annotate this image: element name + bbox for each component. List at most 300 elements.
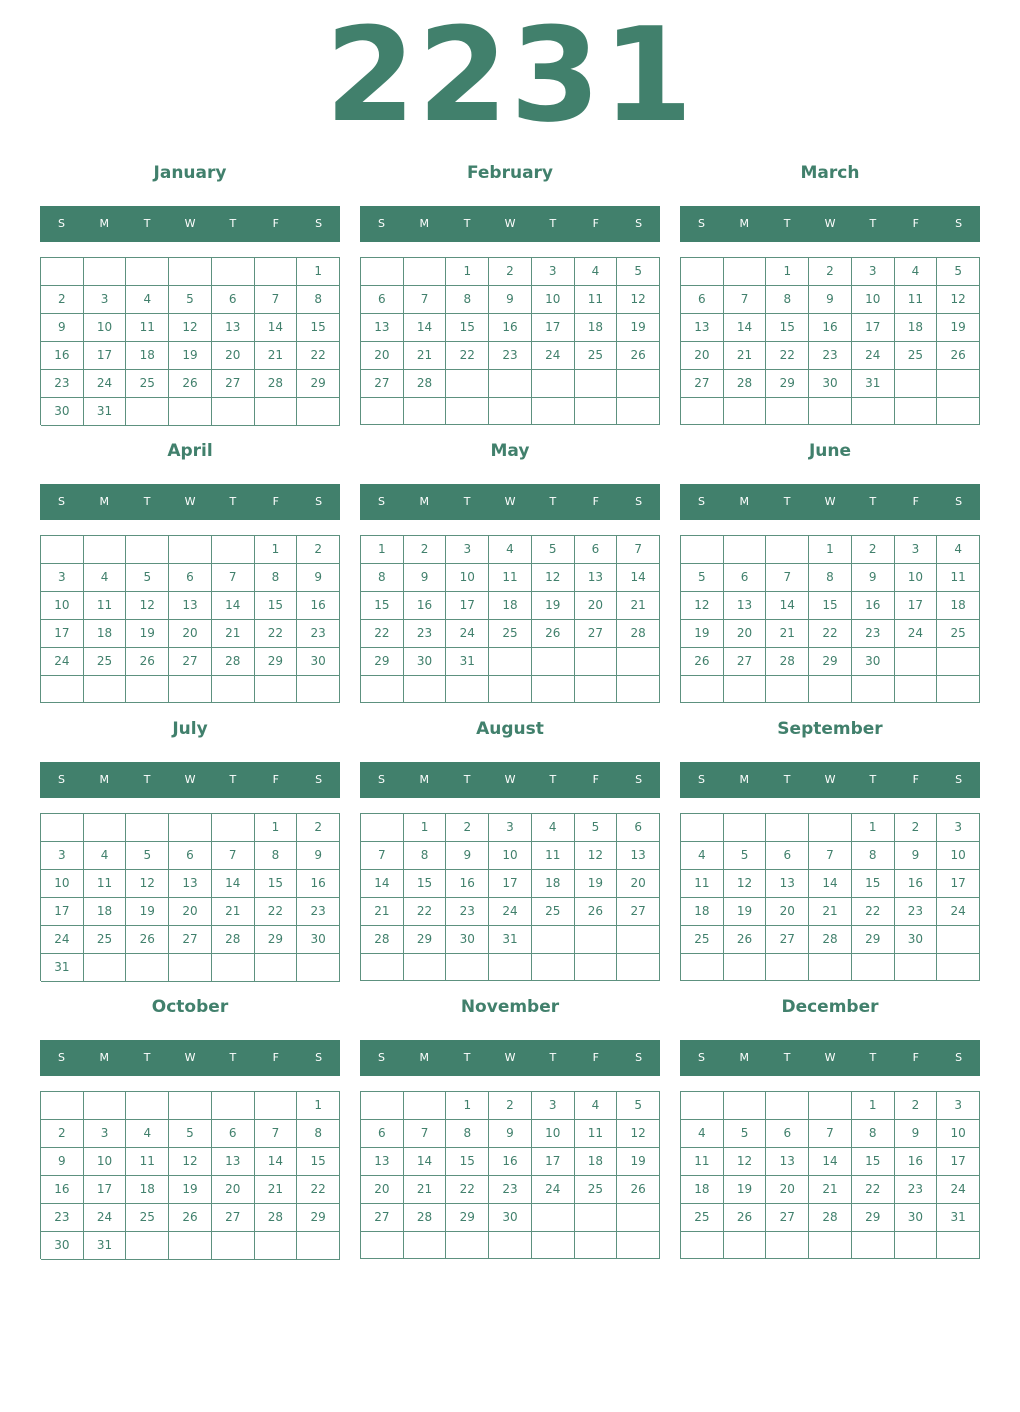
- weekday-label: W: [504, 217, 516, 230]
- weekday-label: S: [57, 495, 65, 508]
- empty-day-cell: [532, 1232, 575, 1259]
- empty-day-cell: [681, 1232, 724, 1259]
- day-cell: 31: [489, 926, 532, 954]
- day-cell: 18: [126, 342, 169, 370]
- day-cell: 6: [169, 842, 212, 870]
- day-cell: 29: [297, 1204, 340, 1232]
- weekday-header: [40, 1040, 340, 1076]
- empty-day-cell: [489, 1232, 532, 1259]
- day-cell: 26: [724, 926, 767, 954]
- day-cell: 24: [489, 898, 532, 926]
- weekday-label: T: [229, 1051, 237, 1064]
- empty-day-cell: [169, 676, 212, 703]
- weekday-label: S: [315, 1051, 323, 1064]
- day-cell: 20: [212, 1176, 255, 1204]
- weekday-label: S: [635, 495, 643, 508]
- month-title: May: [490, 441, 530, 461]
- day-cell: 16: [809, 314, 852, 342]
- weekday-label: T: [783, 773, 791, 786]
- day-cell: 3: [852, 258, 895, 286]
- day-cell: 5: [681, 564, 724, 592]
- weekday-label: T: [229, 495, 237, 508]
- day-cell: 3: [84, 1120, 127, 1148]
- weekday-header: [360, 206, 660, 242]
- empty-day-cell: [84, 954, 127, 982]
- day-cell: 19: [617, 1148, 660, 1176]
- day-cell: 10: [84, 314, 127, 342]
- day-cell: 22: [255, 620, 298, 648]
- days-grid: [360, 535, 660, 703]
- day-cell: 20: [617, 870, 660, 898]
- day-cell: 26: [937, 342, 980, 370]
- empty-day-cell: [532, 370, 575, 398]
- empty-day-cell: [255, 258, 298, 286]
- day-cell: 10: [852, 286, 895, 314]
- empty-day-cell: [724, 814, 767, 842]
- day-cell: 31: [937, 1204, 980, 1232]
- weekday-label: S: [57, 1051, 65, 1064]
- day-cell: 23: [895, 898, 938, 926]
- day-cell: 16: [404, 592, 447, 620]
- day-cell: 5: [617, 258, 660, 286]
- day-cell: 17: [532, 314, 575, 342]
- empty-day-cell: [126, 1232, 169, 1260]
- weekday-label: S: [635, 217, 643, 230]
- day-cell: 1: [446, 258, 489, 286]
- day-cell: 3: [489, 814, 532, 842]
- empty-day-cell: [404, 676, 447, 703]
- day-cell: 12: [617, 286, 660, 314]
- day-cell: 19: [169, 342, 212, 370]
- day-cell: 10: [446, 564, 489, 592]
- empty-day-cell: [724, 536, 767, 564]
- day-cell: 11: [84, 870, 127, 898]
- empty-day-cell: [681, 954, 724, 981]
- day-cell: 19: [724, 1176, 767, 1204]
- weekday-label: S: [955, 1051, 963, 1064]
- weekday-label: T: [143, 773, 151, 786]
- day-cell: 6: [681, 286, 724, 314]
- day-cell: 3: [84, 286, 127, 314]
- empty-day-cell: [255, 398, 298, 426]
- day-cell: 18: [84, 898, 127, 926]
- empty-day-cell: [617, 648, 660, 676]
- day-cell: 4: [681, 842, 724, 870]
- day-cell: 23: [446, 898, 489, 926]
- day-cell: 20: [681, 342, 724, 370]
- weekday-label: T: [463, 773, 471, 786]
- weekday-label: S: [377, 773, 385, 786]
- day-cell: 26: [617, 342, 660, 370]
- empty-day-cell: [532, 1204, 575, 1232]
- day-cell: 12: [169, 314, 212, 342]
- day-cell: 17: [895, 592, 938, 620]
- day-cell: 25: [895, 342, 938, 370]
- day-cell: 21: [404, 342, 447, 370]
- day-cell: 2: [852, 536, 895, 564]
- day-cell: 19: [532, 592, 575, 620]
- day-cell: 30: [895, 1204, 938, 1232]
- day-cell: 25: [937, 620, 980, 648]
- days-grid: [40, 1091, 340, 1259]
- empty-day-cell: [724, 258, 767, 286]
- day-cell: 8: [297, 286, 340, 314]
- empty-day-cell: [169, 1232, 212, 1260]
- empty-day-cell: [126, 536, 169, 564]
- day-cell: 31: [446, 648, 489, 676]
- day-cell: 2: [297, 814, 340, 842]
- empty-day-cell: [809, 1232, 852, 1259]
- day-cell: 23: [489, 1176, 532, 1204]
- day-cell: 14: [404, 314, 447, 342]
- weekday-label: M: [99, 495, 110, 508]
- day-cell: 30: [297, 926, 340, 954]
- day-cell: 15: [766, 314, 809, 342]
- empty-day-cell: [361, 258, 404, 286]
- day-cell: 28: [404, 1204, 447, 1232]
- day-cell: 6: [766, 1120, 809, 1148]
- empty-day-cell: [895, 370, 938, 398]
- day-cell: 24: [937, 1176, 980, 1204]
- month-january: [40, 156, 340, 426]
- day-cell: 16: [41, 1176, 84, 1204]
- empty-day-cell: [212, 954, 255, 982]
- empty-day-cell: [297, 954, 340, 982]
- day-cell: 28: [724, 370, 767, 398]
- day-cell: 5: [575, 814, 618, 842]
- weekday-header: [40, 762, 340, 798]
- day-cell: 17: [937, 1148, 980, 1176]
- day-cell: 8: [852, 1120, 895, 1148]
- weekday-label: T: [549, 1051, 557, 1064]
- day-cell: 7: [255, 286, 298, 314]
- day-cell: 25: [126, 1204, 169, 1232]
- day-cell: 13: [169, 870, 212, 898]
- day-cell: 27: [361, 370, 404, 398]
- day-cell: 27: [212, 1204, 255, 1232]
- day-cell: 7: [617, 536, 660, 564]
- day-cell: 28: [212, 926, 255, 954]
- day-cell: 8: [255, 842, 298, 870]
- empty-day-cell: [532, 926, 575, 954]
- weekday-label: S: [315, 495, 323, 508]
- empty-day-cell: [404, 954, 447, 981]
- day-cell: 5: [169, 286, 212, 314]
- day-cell: 22: [809, 620, 852, 648]
- day-cell: 15: [446, 314, 489, 342]
- day-cell: 25: [84, 926, 127, 954]
- day-cell: 21: [617, 592, 660, 620]
- empty-day-cell: [212, 258, 255, 286]
- weekday-label: M: [99, 1051, 110, 1064]
- empty-day-cell: [84, 536, 127, 564]
- weekday-label: T: [143, 217, 151, 230]
- day-cell: 14: [361, 870, 404, 898]
- day-cell: 13: [212, 314, 255, 342]
- day-cell: 16: [297, 592, 340, 620]
- day-cell: 28: [809, 926, 852, 954]
- empty-day-cell: [489, 676, 532, 703]
- days-grid: [360, 1091, 660, 1259]
- days-grid: [680, 257, 980, 425]
- weekday-label: S: [377, 495, 385, 508]
- day-cell: 1: [446, 1092, 489, 1120]
- day-cell: 3: [41, 842, 84, 870]
- month-title: January: [153, 163, 227, 183]
- day-cell: 30: [895, 926, 938, 954]
- day-cell: 16: [852, 592, 895, 620]
- day-cell: 1: [404, 814, 447, 842]
- day-cell: 18: [575, 1148, 618, 1176]
- day-cell: 2: [809, 258, 852, 286]
- weekday-label: W: [824, 217, 836, 230]
- weekday-label: T: [229, 773, 237, 786]
- weekday-label: S: [635, 1051, 643, 1064]
- empty-day-cell: [212, 676, 255, 703]
- day-cell: 29: [852, 1204, 895, 1232]
- day-cell: 31: [84, 398, 127, 426]
- day-cell: 24: [937, 898, 980, 926]
- empty-day-cell: [681, 536, 724, 564]
- empty-day-cell: [809, 398, 852, 425]
- day-cell: 18: [681, 898, 724, 926]
- day-cell: 8: [361, 564, 404, 592]
- month-title: September: [777, 719, 883, 739]
- day-cell: 10: [41, 592, 84, 620]
- day-cell: 27: [361, 1204, 404, 1232]
- empty-day-cell: [169, 954, 212, 982]
- weekday-label: S: [57, 217, 65, 230]
- day-cell: 2: [404, 536, 447, 564]
- empty-day-cell: [404, 1092, 447, 1120]
- day-cell: 30: [489, 1204, 532, 1232]
- weekday-label: T: [869, 217, 877, 230]
- month-title: August: [476, 719, 544, 739]
- day-cell: 15: [852, 1148, 895, 1176]
- day-cell: 5: [724, 842, 767, 870]
- day-cell: 8: [766, 286, 809, 314]
- day-cell: 17: [84, 1176, 127, 1204]
- day-cell: 5: [169, 1120, 212, 1148]
- empty-day-cell: [766, 676, 809, 703]
- empty-day-cell: [532, 398, 575, 425]
- weekday-label: S: [697, 217, 705, 230]
- day-cell: 9: [489, 286, 532, 314]
- day-cell: 18: [681, 1176, 724, 1204]
- weekday-label: W: [184, 217, 196, 230]
- month-december: [680, 990, 980, 1260]
- day-cell: 17: [41, 620, 84, 648]
- day-cell: 24: [41, 648, 84, 676]
- day-cell: 8: [297, 1120, 340, 1148]
- day-cell: 9: [41, 1148, 84, 1176]
- empty-day-cell: [895, 954, 938, 981]
- day-cell: 16: [41, 342, 84, 370]
- day-cell: 29: [809, 648, 852, 676]
- day-cell: 26: [126, 926, 169, 954]
- day-cell: 1: [809, 536, 852, 564]
- day-cell: 18: [937, 592, 980, 620]
- day-cell: 14: [212, 870, 255, 898]
- day-cell: 25: [126, 370, 169, 398]
- month-title: June: [808, 441, 852, 461]
- day-cell: 27: [575, 620, 618, 648]
- day-cell: 21: [809, 1176, 852, 1204]
- weekday-label: F: [272, 217, 279, 230]
- weekday-label: W: [824, 1051, 836, 1064]
- weekday-header: [360, 484, 660, 520]
- empty-day-cell: [255, 1232, 298, 1260]
- empty-day-cell: [446, 954, 489, 981]
- empty-day-cell: [255, 1092, 298, 1120]
- day-cell: 26: [126, 648, 169, 676]
- empty-day-cell: [724, 1092, 767, 1120]
- day-cell: 10: [532, 1120, 575, 1148]
- day-cell: 4: [489, 536, 532, 564]
- day-cell: 13: [361, 1148, 404, 1176]
- empty-day-cell: [852, 954, 895, 981]
- day-cell: 24: [446, 620, 489, 648]
- day-cell: 31: [41, 954, 84, 982]
- day-cell: 28: [617, 620, 660, 648]
- empty-day-cell: [41, 676, 84, 703]
- day-cell: 19: [126, 898, 169, 926]
- day-cell: 31: [84, 1232, 127, 1260]
- day-cell: 25: [681, 1204, 724, 1232]
- day-cell: 5: [937, 258, 980, 286]
- empty-day-cell: [212, 814, 255, 842]
- month-august: [360, 712, 660, 982]
- days-grid: [360, 813, 660, 981]
- day-cell: 1: [255, 536, 298, 564]
- day-cell: 28: [255, 1204, 298, 1232]
- day-cell: 23: [852, 620, 895, 648]
- empty-day-cell: [126, 814, 169, 842]
- month-title: July: [172, 719, 208, 739]
- day-cell: 25: [489, 620, 532, 648]
- day-cell: 21: [212, 620, 255, 648]
- day-cell: 14: [809, 870, 852, 898]
- day-cell: 17: [937, 870, 980, 898]
- weekday-label: F: [912, 1051, 919, 1064]
- day-cell: 7: [361, 842, 404, 870]
- day-cell: 17: [532, 1148, 575, 1176]
- day-cell: 25: [532, 898, 575, 926]
- day-cell: 12: [575, 842, 618, 870]
- empty-day-cell: [681, 398, 724, 425]
- day-cell: 27: [169, 926, 212, 954]
- month-may: [360, 434, 660, 704]
- day-cell: 4: [681, 1120, 724, 1148]
- day-cell: 17: [41, 898, 84, 926]
- day-cell: 27: [617, 898, 660, 926]
- empty-day-cell: [681, 814, 724, 842]
- day-cell: 25: [575, 342, 618, 370]
- day-cell: 4: [84, 842, 127, 870]
- day-cell: 2: [297, 536, 340, 564]
- day-cell: 22: [255, 898, 298, 926]
- day-cell: 22: [446, 342, 489, 370]
- day-cell: 6: [724, 564, 767, 592]
- day-cell: 9: [297, 842, 340, 870]
- day-cell: 20: [169, 898, 212, 926]
- empty-day-cell: [937, 676, 980, 703]
- day-cell: 8: [404, 842, 447, 870]
- weekday-label: F: [272, 1051, 279, 1064]
- day-cell: 26: [724, 1204, 767, 1232]
- days-grid: [360, 257, 660, 425]
- empty-day-cell: [169, 814, 212, 842]
- empty-day-cell: [404, 1232, 447, 1259]
- day-cell: 21: [212, 898, 255, 926]
- day-cell: 30: [809, 370, 852, 398]
- day-cell: 12: [126, 870, 169, 898]
- month-title: March: [800, 163, 860, 183]
- weekday-label: M: [419, 217, 430, 230]
- empty-day-cell: [809, 1092, 852, 1120]
- empty-day-cell: [361, 954, 404, 981]
- empty-day-cell: [446, 676, 489, 703]
- day-cell: 11: [575, 1120, 618, 1148]
- day-cell: 20: [212, 342, 255, 370]
- day-cell: 20: [766, 898, 809, 926]
- empty-day-cell: [41, 814, 84, 842]
- empty-day-cell: [937, 1232, 980, 1259]
- empty-day-cell: [766, 814, 809, 842]
- empty-day-cell: [84, 676, 127, 703]
- weekday-label: T: [783, 217, 791, 230]
- day-cell: 6: [169, 564, 212, 592]
- weekday-label: T: [229, 217, 237, 230]
- weekday-label: T: [549, 495, 557, 508]
- day-cell: 17: [489, 870, 532, 898]
- day-cell: 16: [489, 314, 532, 342]
- day-cell: 13: [617, 842, 660, 870]
- day-cell: 26: [169, 1204, 212, 1232]
- empty-day-cell: [532, 676, 575, 703]
- days-grid: [40, 535, 340, 703]
- weekday-label: T: [549, 217, 557, 230]
- weekday-label: M: [739, 217, 750, 230]
- day-cell: 15: [809, 592, 852, 620]
- day-cell: 28: [766, 648, 809, 676]
- day-cell: 18: [126, 1176, 169, 1204]
- day-cell: 22: [852, 898, 895, 926]
- weekday-label: S: [697, 495, 705, 508]
- empty-day-cell: [575, 1204, 618, 1232]
- day-cell: 15: [255, 870, 298, 898]
- day-cell: 9: [489, 1120, 532, 1148]
- day-cell: 4: [84, 564, 127, 592]
- day-cell: 2: [489, 1092, 532, 1120]
- day-cell: 14: [724, 314, 767, 342]
- weekday-header: [40, 484, 340, 520]
- day-cell: 11: [681, 1148, 724, 1176]
- empty-day-cell: [446, 370, 489, 398]
- empty-day-cell: [84, 1092, 127, 1120]
- empty-day-cell: [766, 398, 809, 425]
- weekday-label: M: [739, 773, 750, 786]
- weekday-label: M: [739, 1051, 750, 1064]
- day-cell: 21: [361, 898, 404, 926]
- empty-day-cell: [255, 954, 298, 982]
- day-cell: 9: [297, 564, 340, 592]
- day-cell: 22: [297, 1176, 340, 1204]
- weekday-label: W: [184, 495, 196, 508]
- day-cell: 10: [41, 870, 84, 898]
- day-cell: 19: [724, 898, 767, 926]
- day-cell: 23: [809, 342, 852, 370]
